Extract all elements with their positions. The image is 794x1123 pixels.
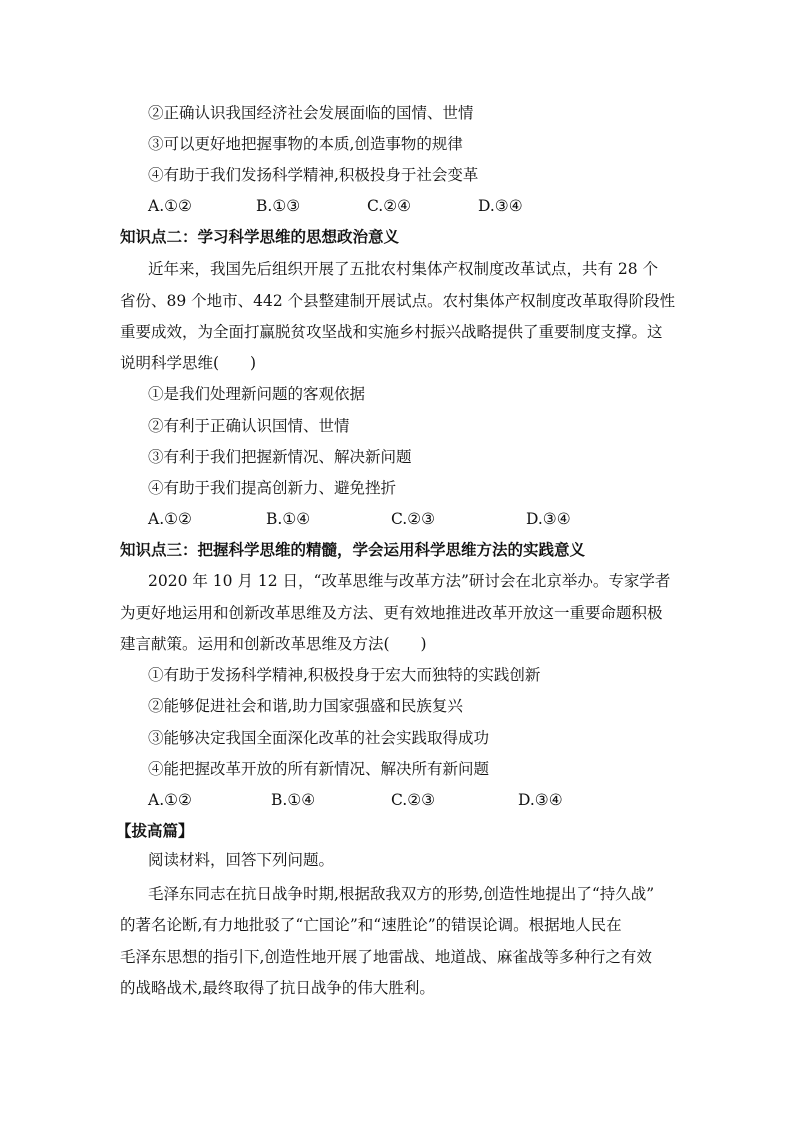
section4-instruction: 阅读材料，回答下列问题。 <box>148 851 335 869</box>
prev-option-3: ③可以更好地把握事物的本质,创造事物的规律 <box>148 135 463 153</box>
section3-choice-d: D.③④ <box>518 791 563 809</box>
prev-choice-b: B.①③ <box>256 197 301 215</box>
section3-choice-b: B.①④ <box>271 791 316 809</box>
section3-stem-line-2: 为更好地运用和创新改革思维及方法、更有效地推进改革开放这一重要命题积极 <box>120 604 663 622</box>
section4-heading: 【拔高篇】 <box>116 821 194 840</box>
section2-option-1: ①是我们处理新问题的客观依据 <box>148 385 366 403</box>
prev-option-2: ②正确认识我国经济社会发展面临的国情、世情 <box>148 104 474 122</box>
section3-option-4: ④能把握改革开放的所有新情况、解决所有新问题 <box>148 760 490 778</box>
section2-heading: 知识点二：学习科学思维的思想政治意义 <box>120 227 400 246</box>
prev-choice-a: A.①② <box>148 197 192 215</box>
section3-stem-line-3: 建言献策。运用和创新改革思维及方法( ) <box>120 635 427 653</box>
prev-choice-d: D.③④ <box>478 197 523 215</box>
section2-stem-line-3: 重要成效，为全面打赢脱贫攻坚战和实施乡村振兴战略提供了重要制度支撑。这 <box>120 323 663 341</box>
prev-option-4: ④有助于我们发扬科学精神,积极投身于社会变革 <box>148 166 479 184</box>
prev-choice-c: C.②④ <box>367 197 412 215</box>
section3-heading: 知识点三：把握科学思维的精髓，学会运用科学思维方法的实践意义 <box>120 540 586 559</box>
section2-stem-line-2: 省份、89 个地市、442 个县整建制开展试点。农村集体产权制度改革取得阶段性 <box>120 292 676 310</box>
section3-option-2: ②能够促进社会和谐,助力国家强盛和民族复兴 <box>148 697 463 715</box>
section2-choice-a: A.①② <box>148 510 192 528</box>
section2-stem-line-4: 说明科学思维( ) <box>120 354 257 372</box>
section2-choice-c: C.②③ <box>391 510 436 528</box>
section2-option-4: ④有助于我们提高创新力、避免挫折 <box>148 479 397 497</box>
section3-option-1: ①有助于发扬科学精神,积极投身于宏大而独特的实践创新 <box>148 666 541 684</box>
section2-option-3: ③有利于我们把握新情况、解决新问题 <box>148 448 412 466</box>
section2-stem-line-1: 近年来，我国先后组织开展了五批农村集体产权制度改革试点，共有 28 个 <box>148 260 659 278</box>
section4-material-line-4: 的战略战术,最终取得了抗日战争的伟大胜利。 <box>120 979 435 997</box>
section4-material-line-1: 毛泽东同志在抗日战争时期,根据敌我双方的形势,创造性地提出了“持久战” <box>148 885 655 903</box>
section4-material-line-3: 毛泽东思想的指引下,创造性地开展了地雷战、地道战、麻雀战等多种行之有效 <box>120 948 652 966</box>
section2-choice-d: D.③④ <box>526 510 571 528</box>
section3-choice-a: A.①② <box>148 791 192 809</box>
section2-option-2: ②有利于正确认识国情、世情 <box>148 417 350 435</box>
section2-choice-b: B.①④ <box>266 510 311 528</box>
section3-choice-c: C.②③ <box>391 791 436 809</box>
section3-stem-line-1: 2020 年 10 月 12 日，“改革思维与改革方法”研讨会在北京举办。专家学者 <box>148 572 671 590</box>
section4-material-line-2: 的著名论断,有力地批驳了“亡国论”和“速胜论”的错误论调。根据地人民在 <box>120 916 622 934</box>
section3-option-3: ③能够决定我国全面深化改革的社会实践取得成功 <box>148 729 490 747</box>
